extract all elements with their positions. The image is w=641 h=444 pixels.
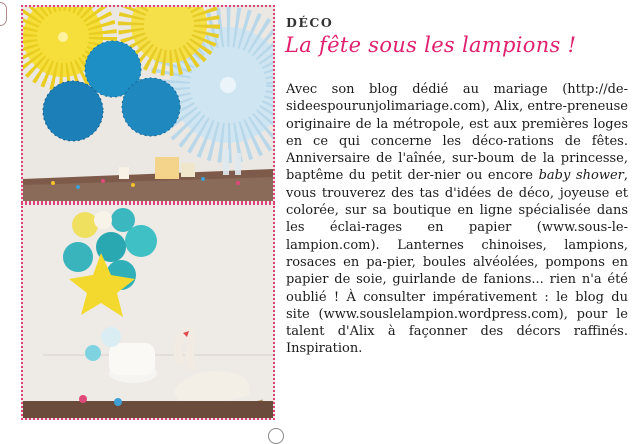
- paper-decorations-illustration: [23, 7, 273, 201]
- section-rubric: DÉCO: [286, 15, 334, 30]
- article-text-part-2: , vous trouverez des tas d'idées de déco, joyeuse et colorée, sur sa boutique en ligne spécialisée dans les éclai-rages en papier (www.sous-le-lampion.com). Lanternes chinoises, lampions, rosaces en pa-pier, boules alvéolées, pompons en papier de soie, guirlande de fanions... rien n'a été oublié ! À consulter impérativement : le blog du site (www.souslelampion.wordpress.com), pour le talent d'Alix à façonner des décors raffinés. Inspiration.: [286, 168, 628, 357]
- article-emphasis: baby shower: [538, 168, 624, 184]
- page-corner-circle: [268, 428, 284, 444]
- lanterns-and-swan-illustration: [23, 205, 273, 418]
- article-headline: La fête sous les lampions !: [285, 33, 577, 57]
- article-text-part-1: Avec son blog dédié au mariage (http://de-sideespourunjolimariage.com), Alix, entre-preneuse originaire de la métropole, est aux premières loges en ce qui concerne les déco-rations de fêtes. Anniversaire de l'aînée, sur-boum de la princesse, baptême du petit der-nier ou encore: [286, 82, 628, 184]
- page-edge-mark: [0, 2, 7, 26]
- article-body: [286, 81, 628, 358]
- photo-paper-fans-table: [21, 5, 275, 203]
- photo-lanterns-swan: [21, 203, 275, 420]
